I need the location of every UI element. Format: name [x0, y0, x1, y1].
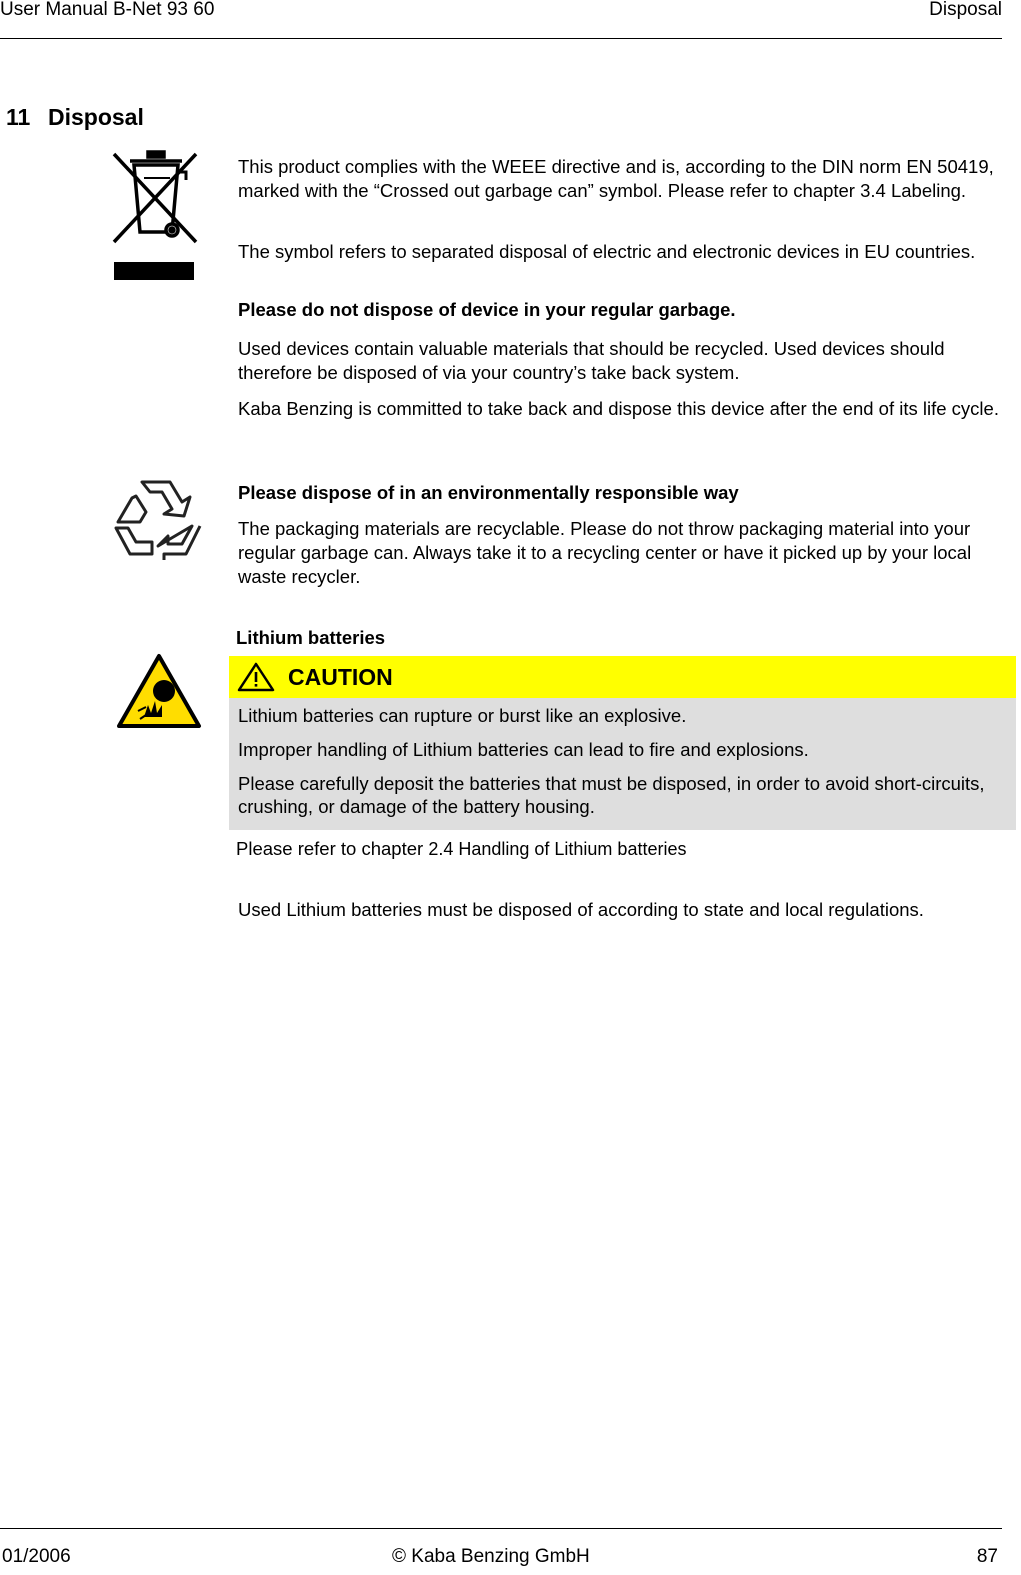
recycle-heading: Please dispose of in an environmentally responsible way	[238, 482, 739, 503]
weee-paragraph-5: Kaba Benzing is committed to take back and dispose this device after the end of its life cycle.	[238, 398, 999, 419]
weee-paragraph-4: Used devices contain valuable materials that should be recycled. Used devices should therefore be disposed of via your country’s take back system.	[238, 338, 945, 383]
page-header	[0, 0, 1002, 39]
weee-paragraph-2: The symbol refers to separated disposal of electric and electronic devices in EU countries.	[238, 241, 976, 262]
section-title-text: Disposal	[48, 104, 144, 130]
footer-date: 01/2006	[2, 1546, 71, 1567]
lithium-final-note: Used Lithium batteries must be disposed of according to state and local regulations.	[238, 899, 924, 920]
reference-prefix: Please refer to chapter	[236, 838, 424, 859]
footer-page-number: 87	[976, 1546, 998, 1567]
header-manual-title: User Manual B-Net 93 60	[0, 0, 215, 20]
page-footer	[0, 1528, 1002, 1567]
explosion-warning-icon	[116, 653, 202, 729]
weee-paragraph-1: This product complies with the WEEE directive and is, according to the DIN norm EN 50419, marked with the “Crossed out garbage can” symbol. Please refer to chapter 3.4 Labeling.	[238, 156, 994, 201]
header-chapter-title: Disposal	[929, 0, 1002, 20]
recycle-paragraph: The packaging materials are recyclable. Please do not throw packaging material into your regular garbage can. Always take it to a recycling center or have it picked up by your local waste recycler.	[238, 518, 972, 587]
weee-warning: Please do not dispose of device in your regular garbage.	[238, 299, 736, 320]
reference-chapter-link[interactable]: 2.4 Handling of Lithium batteries	[428, 839, 687, 859]
caution-line-3: Please carefully deposit the batteries that must be disposed, in order to avoid short-circuits, crushing, or damage of the battery housing.	[238, 773, 985, 817]
caution-line-2: Improper handling of Lithium batteries can lead to fire and explosions.	[238, 739, 809, 760]
section-number: 11	[6, 104, 31, 130]
lithium-heading: Lithium batteries	[236, 627, 386, 648]
caution-header	[229, 656, 1016, 698]
footer-copyright: © Kaba Benzing GmbH	[392, 1546, 590, 1567]
recycling-icon	[112, 476, 204, 560]
chapter-reference	[236, 838, 686, 860]
section-title	[6, 104, 144, 131]
caution-box	[229, 656, 1016, 830]
crossed-out-garbage-can-icon	[108, 148, 200, 282]
caution-body	[229, 698, 1016, 830]
caution-label: CAUTION	[288, 664, 393, 690]
caution-line-1: Lithium batteries can rupture or burst like an explosive.	[238, 705, 687, 726]
warning-triangle-icon	[237, 662, 275, 692]
